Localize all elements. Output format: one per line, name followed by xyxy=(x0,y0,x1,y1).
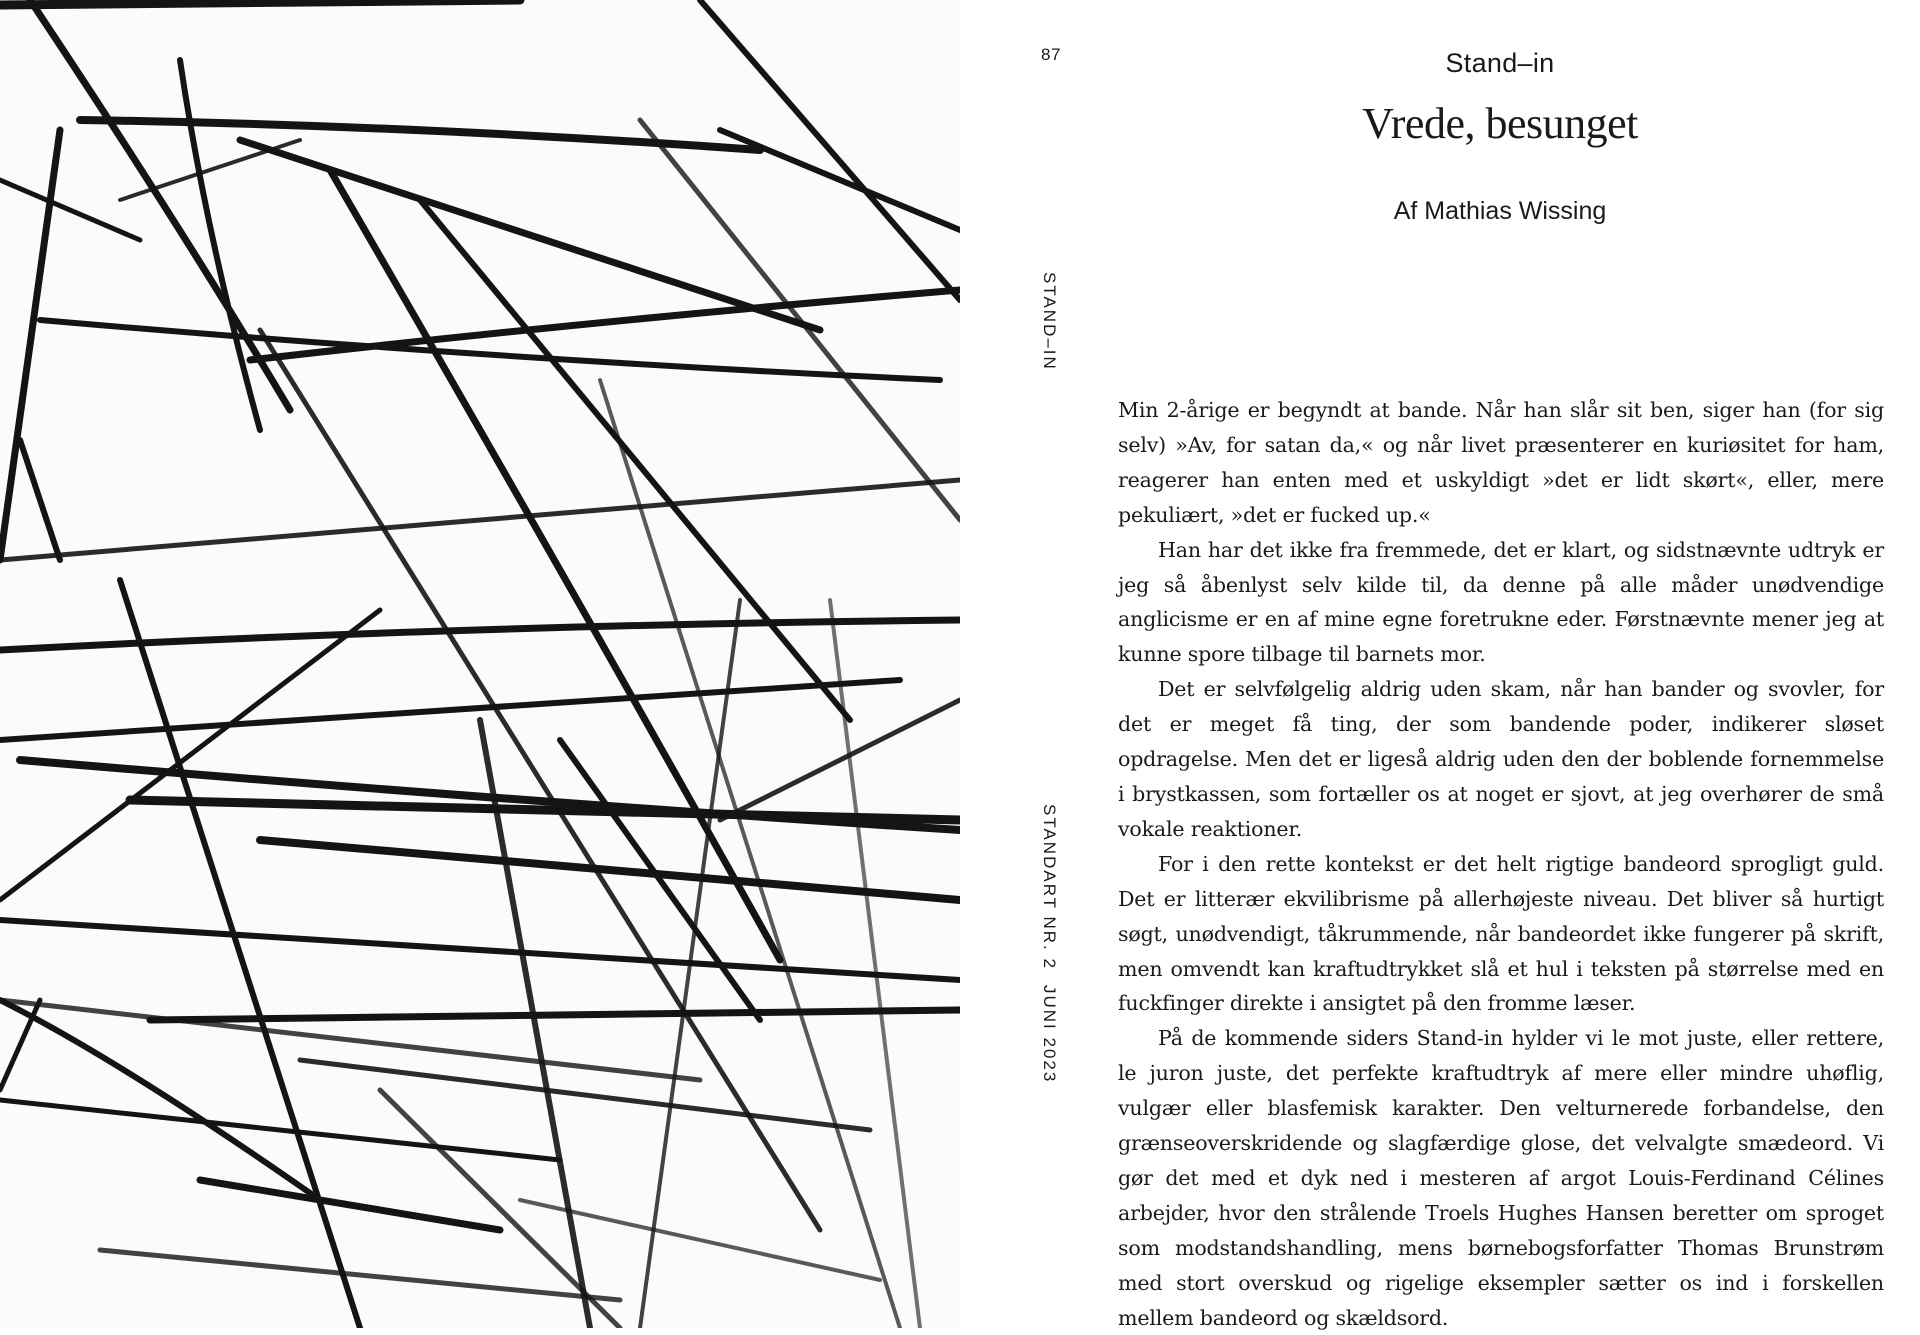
article-title: Vrede, besunget xyxy=(1362,99,1638,148)
body-paragraph: Min 2-årige er begyndt at bande. Når han slår sit ben, siger han (for sig selv) »Av, for satan da,« og når livet præsenterer en kuriøsitet for ham, reagerer han enten med et uskyldigt »det er lidt skørt«, eller, mere pekuliært, »det er fucked up.« xyxy=(1118,398,1884,527)
article-body xyxy=(1118,393,1884,1335)
issue-running-head: STANDART NR. 2 xyxy=(1040,804,1059,970)
article-byline: Af Mathias Wissing xyxy=(1393,197,1607,225)
section-running-head: STAND–IN xyxy=(1040,272,1059,371)
article-kicker: Stand–in xyxy=(1445,48,1555,78)
scribble-stroke xyxy=(0,0,520,5)
page-number: 87 xyxy=(1041,45,1061,64)
scribble-artwork xyxy=(0,0,960,1328)
body-paragraph: Det er selvfølgelig aldrig uden skam, når han bander og svovler, for det er meget få ting, der som bandende poder, indikerer sløset opdragelse. Men det er ligeså aldrig uden den der boblende fornemmelse i brystkassen, som fortæller os at noget er sjovt, at jeg overhører de små vokale reaktioner. xyxy=(1118,677,1884,841)
scribble-drawing-icon xyxy=(0,0,960,1328)
body-paragraph: Han har det ikke fra fremmede, det er klart, og sidstnævnte udtryk er jeg så åbenlyst selv kilde til, da denne på alle måder unødvendige anglicisme er en af mine egne foretrukne eder. Førstnævnte mener jeg at kunne spore tilbage til barnets mor. xyxy=(1118,537,1884,667)
body-paragraph: For i den rette kontekst er det helt rigtige bandeord sprogligt guld. Det er litterær ekvilibrisme på allerhøjeste niveau. Det bliver så hurtigt søgt, unødvendigt, tåkrummende, når bandeordet ikke fungerer på skrift, men omvendt kan kraftudtrykket slå et hul i teksten på størrelse med en fuckfinger direkte i ansigtet på den fromme læser. xyxy=(1118,851,1884,1016)
body-paragraph: På de kommende siders Stand-in hylder vi le mot juste, eller rettere, le juron juste, det perfekte kraftudtryk af mere eller mindre uhøflig, vulgær eller blasfemisk karakter. Den velturnerede forbandelse, den grænseoverskridende og slagfærdige glose, det velvalgte smædeord. Vi gør det med et dyk ned i mesteren af argot Louis-Ferdinand Célines arbejder, hvor den strålende Troels Hughes Hansen beretter om sproget som modstandshandling, mens børnebogsforfatter Thomas Brunstrøm med stort overskud og rigelige eksempler sætter os ind i forskellen mellem bandeord og skældsord. xyxy=(1118,1026,1884,1330)
date-running-head: JUNI 2023 xyxy=(1040,985,1059,1084)
